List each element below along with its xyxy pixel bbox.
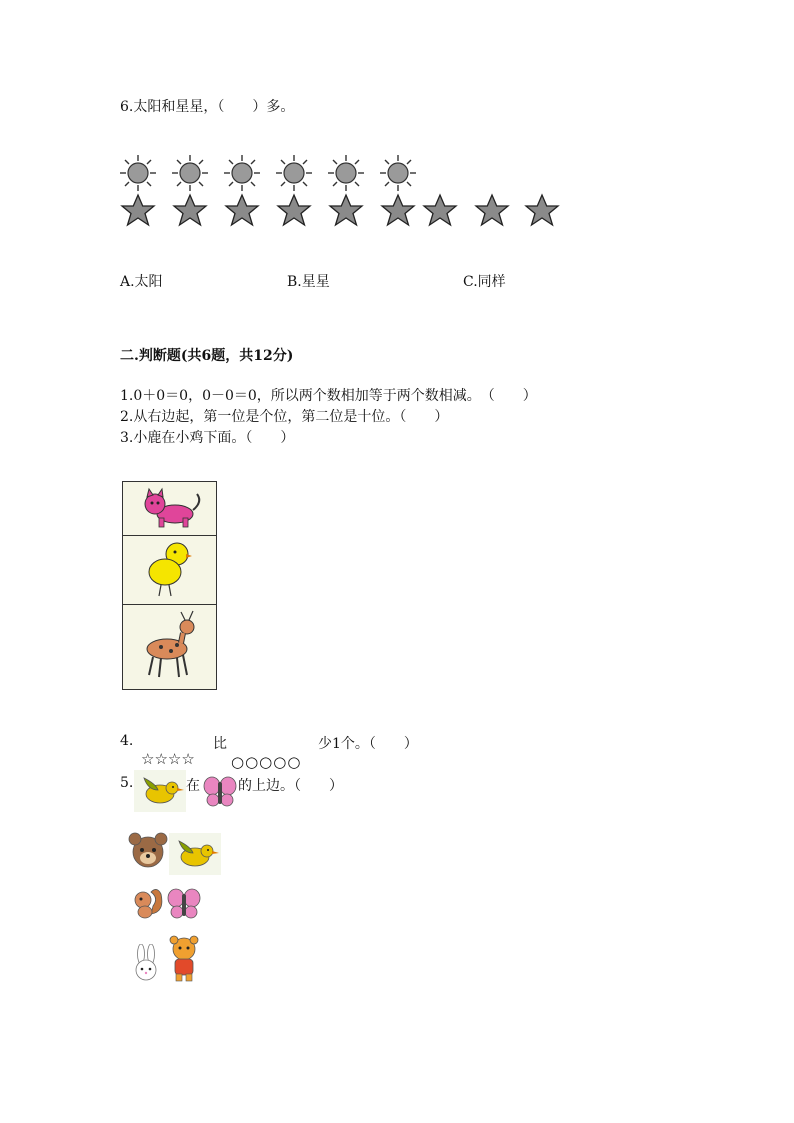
chick-panel — [122, 535, 217, 605]
q6-text: 6.太阳和星星，（ ）多。 — [120, 99, 295, 115]
cat-icon — [123, 482, 216, 535]
q4-circles: ○○○○○ — [231, 753, 302, 771]
star-icon — [278, 195, 310, 225]
judge-q5-num: 5. — [120, 775, 134, 791]
q4-stars: ☆☆☆☆ — [141, 750, 195, 768]
bird-icon — [134, 770, 186, 816]
star-icon — [476, 195, 508, 225]
star-icon — [226, 195, 258, 225]
star-icon — [330, 195, 362, 225]
star-icon — [382, 195, 414, 225]
sun-icon — [172, 155, 208, 191]
sun-icon — [224, 155, 260, 191]
sun-row — [120, 155, 580, 195]
judge-q4-tail: 少1个。（ ） — [318, 736, 418, 752]
star-icon — [174, 195, 206, 225]
option-c[interactable]: C.同样 — [463, 274, 506, 290]
sun-icons — [120, 155, 580, 195]
judge-q3: 3.小鹿在小鸡下面。（ ） — [120, 430, 295, 446]
sun-icon — [120, 155, 156, 191]
bear-icon — [127, 830, 169, 878]
judge-q4-num: 4. — [120, 733, 134, 749]
sun-icon — [380, 155, 416, 191]
sun-icon — [276, 155, 312, 191]
butterfly-icon-2 — [166, 886, 202, 926]
section-title: 二.判断题(共6题，共12分) — [120, 348, 294, 364]
option-a[interactable]: A.太阳 — [120, 274, 163, 290]
star-icon — [526, 195, 558, 225]
rabbit-icon — [127, 944, 163, 988]
judge-q5-zai: 在 — [186, 778, 200, 794]
chick-icon — [123, 536, 216, 604]
deer-panel — [122, 604, 217, 690]
butterfly-icon — [202, 774, 238, 814]
star-icons — [120, 192, 580, 232]
squirrel-icon — [129, 884, 167, 926]
cat-panel — [122, 481, 217, 536]
star-row — [120, 192, 580, 232]
option-b[interactable]: B.星星 — [287, 274, 330, 290]
judge-q1: 1.0＋0＝0，0－0＝0，所以两个数相加等于两个数相减。 （ ） — [120, 388, 537, 404]
star-icon — [122, 195, 154, 225]
bird-icon-2 — [169, 833, 221, 879]
sun-icon — [328, 155, 364, 191]
star-icon — [424, 195, 456, 225]
deer-icon — [123, 605, 216, 689]
tiger-icon — [164, 935, 204, 987]
judge-q2: 2.从右边起，第一位是个位，第二位是十位。（ ） — [120, 409, 449, 425]
judge-q4-bi: 比 — [213, 736, 227, 752]
judge-q5-tail: 的上边。（ ） — [238, 778, 343, 794]
